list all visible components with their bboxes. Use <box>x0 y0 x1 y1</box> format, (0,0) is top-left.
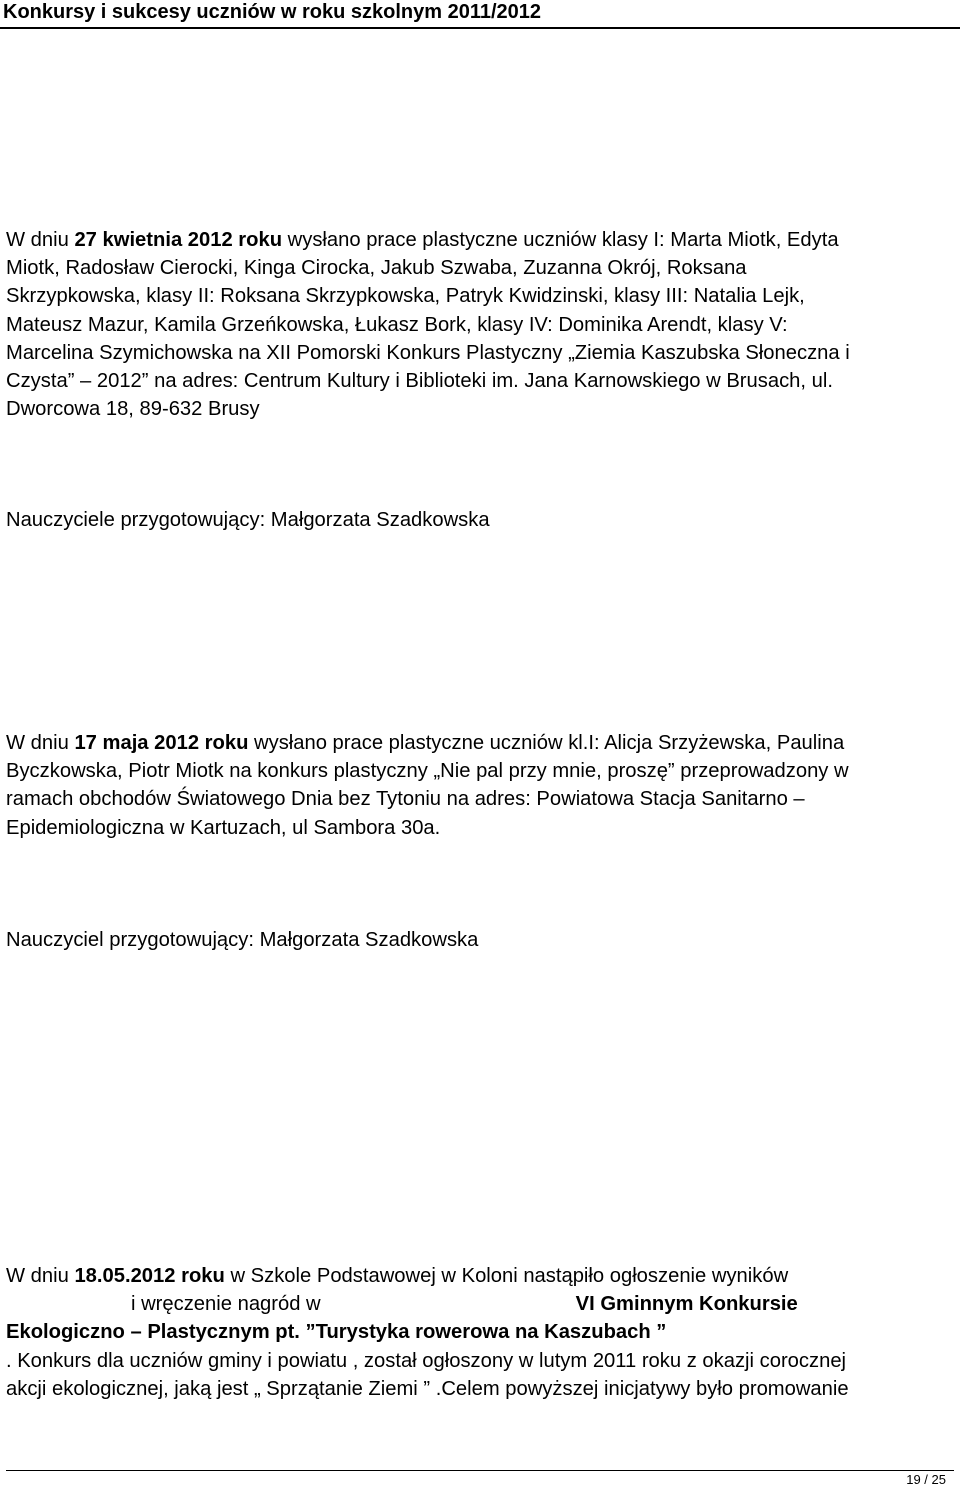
paragraph-line: Marcelina Szymichowska na XII Pomorski Konkurs Plastyczny „Ziemia Kaszubska Słoneczna i <box>6 341 850 364</box>
page-header-title: Konkursy i sukcesy uczniów w roku szkolnym 2011/2012 <box>3 1 542 23</box>
paragraph-may-submission <box>6 729 849 842</box>
paragraph-line: Byczkowska, Piotr Miotk na konkurs plastyczny „Nie pal przy mnie, proszę” przeprowadzony w <box>6 760 849 783</box>
header-divider <box>0 27 960 29</box>
paragraph-line: Czysta” – 2012” na adres: Centrum Kultury i Biblioteki im. Jana Karnowskiego w Brusach, ul. <box>6 369 833 392</box>
paragraph-line: Miotk, Radosław Cierocki, Kinga Cirocka, Jakub Szwaba, Zuzanna Okrój, Roksana <box>6 257 747 280</box>
paragraph-line: W dniu 18.05.2012 roku w Szkole Podstawowej w Koloni nastąpiło ogłoszenie wyników <box>6 1265 789 1287</box>
teachers-note: Nauczyciele przygotowujący: Małgorzata Szadkowska <box>6 509 490 531</box>
paragraph-line: Dworcowa 18, 89-632 Brusy <box>6 398 260 421</box>
teacher-note: Nauczyciel przygotowujący: Małgorzata Szadkowska <box>6 929 479 951</box>
paragraph-april-submission <box>6 226 850 423</box>
paragraph-line: akcji ekologicznej, jaką jest „ Sprzątanie Ziemi ” .Celem powyższej inicjatywy było promowanie <box>6 1377 849 1400</box>
paragraph-line: Mateusz Mazur, Kamila Grzeńkowska, Łukasz Bork, klasy IV: Dominika Arendt, klasy V: <box>6 313 788 336</box>
paragraph-line: W dniu 27 kwietnia 2012 roku wysłano prace plastyczne uczniów klasy I: Marta Miotk, Edyta <box>6 229 839 251</box>
paragraph-line: Epidemiologiczna w Kartuzach, ul Sambora 30a. <box>6 816 441 839</box>
paragraph-line: i wręczenie nagród w VI Gminnym Konkursie <box>131 1293 798 1316</box>
page-number: 19 / 25 <box>906 1472 946 1487</box>
footer-divider <box>6 1470 954 1471</box>
paragraph-line: ramach obchodów Światowego Dnia bez Tytoniu na adres: Powiatowa Stacja Sanitarno – <box>6 788 805 811</box>
paragraph-line: Ekologiczno – Plastycznym pt. ”Turystyka rowerowa na Kaszubach ” <box>6 1321 667 1344</box>
paragraph-line: Skrzypkowska, klasy II: Roksana Skrzypkowska, Patryk Kwidzinski, klasy III: Natalia Lejk, <box>6 285 805 308</box>
paragraph-results-announcement <box>6 1262 849 1403</box>
paragraph-line: . Konkurs dla uczniów gminy i powiatu , został ogłoszony w lutym 2011 roku z okazji corocznej <box>6 1349 847 1372</box>
paragraph-line: W dniu 17 maja 2012 roku wysłano prace plastyczne uczniów kl.I: Alicja Srzyżewska, Paulina <box>6 732 845 754</box>
